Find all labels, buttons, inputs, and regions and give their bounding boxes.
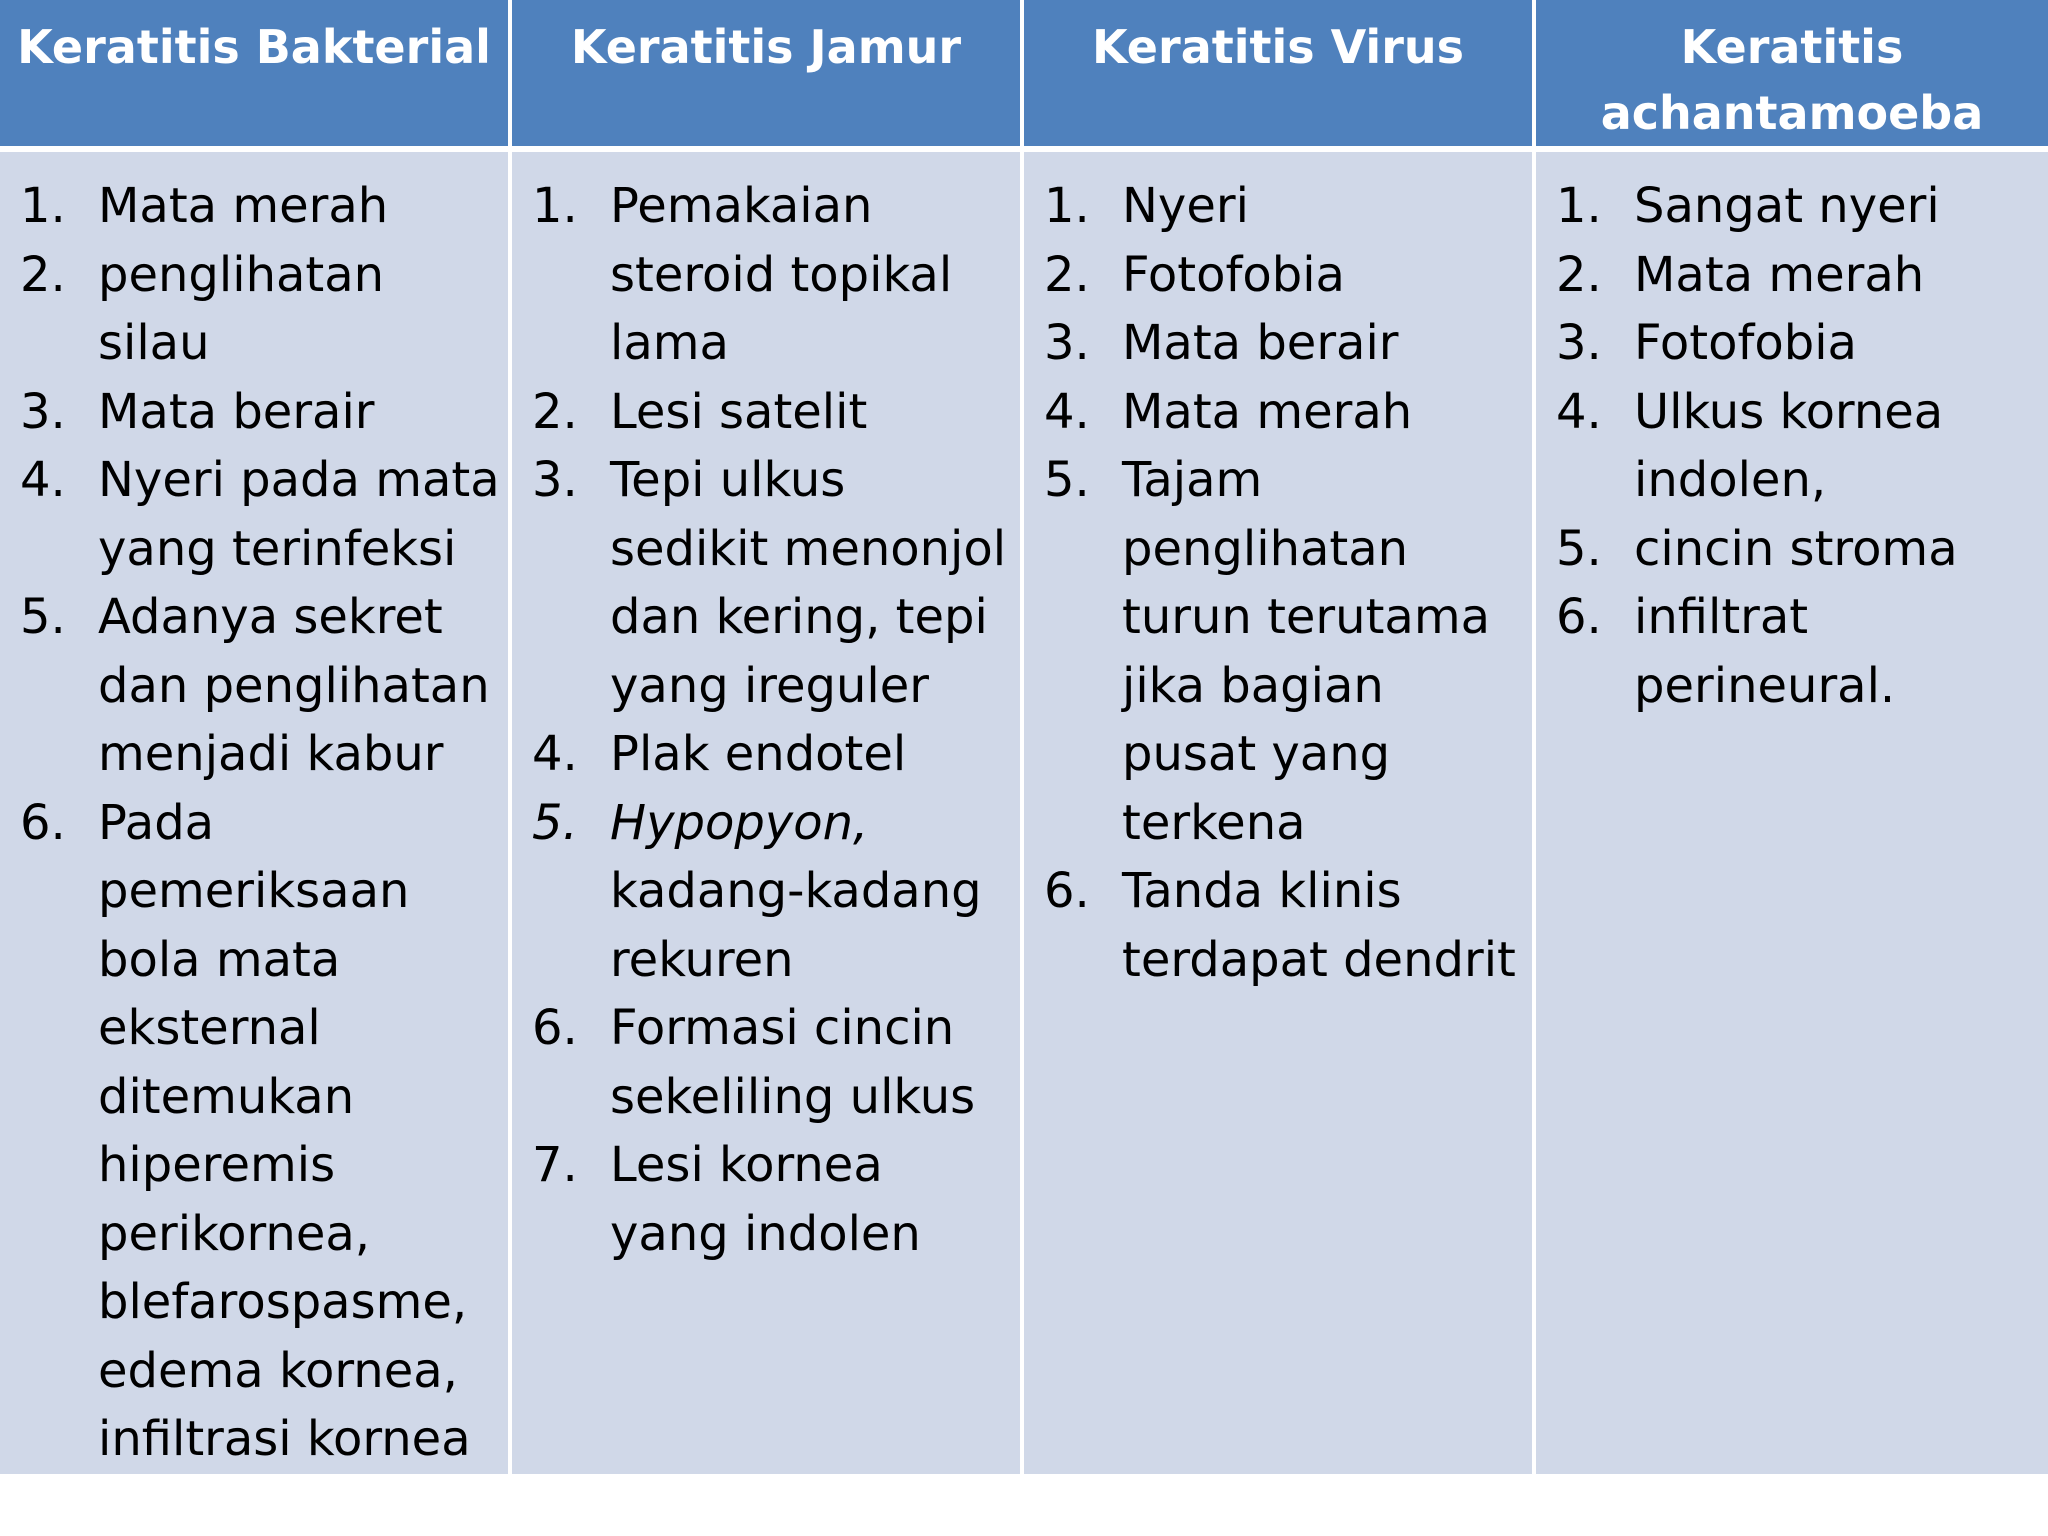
item-number: 5. <box>532 794 578 851</box>
item-number: 6. <box>20 794 66 851</box>
item-number: 3. <box>532 452 578 508</box>
item-text: penglihatan silau <box>98 246 385 371</box>
header-achantamoeba: Keratitis achantamoeba <box>1536 0 2048 152</box>
list-item <box>1044 857 1524 994</box>
item-text: Ulkus kornea indolen, <box>1634 383 1944 508</box>
item-number: 1. <box>532 178 578 234</box>
list-item <box>532 378 1012 447</box>
list-item <box>532 1131 1012 1268</box>
list-item <box>1556 378 2040 515</box>
header-virus: Keratitis Virus <box>1024 0 1536 152</box>
item-text: Mata berair <box>98 383 375 440</box>
item-text: Mata merah <box>1122 383 1413 440</box>
item-number: 1. <box>20 178 66 234</box>
item-text: Tajam penglihatan turun terutama jika bagian pusat yang terkena <box>1122 452 1490 851</box>
item-number: 1. <box>1556 178 1602 234</box>
item-number: 5. <box>1556 520 1602 577</box>
item-text: Plak endotel <box>610 726 907 782</box>
item-text-italic: Hypopyon, <box>610 794 869 851</box>
header-jamur: Keratitis Jamur <box>512 0 1024 152</box>
list-item <box>1556 583 2040 720</box>
header-bakterial: Keratitis Bakterial <box>0 0 512 152</box>
item-text: cincin stroma <box>1634 520 1958 577</box>
list-item <box>532 172 1012 378</box>
item-number: 6. <box>532 1000 578 1056</box>
item-text: Mata merah <box>1634 246 1925 303</box>
item-text: kadang-kadang rekuren <box>610 863 982 988</box>
item-number: 3. <box>20 383 66 440</box>
item-text: Tanda klinis terdapat dendrit <box>1122 863 1516 988</box>
list-item <box>20 789 500 1474</box>
list-item <box>1044 309 1524 378</box>
list-item <box>1556 241 2040 310</box>
item-text: Pemakaian steroid topikal lama <box>610 178 953 371</box>
cell-jamur <box>512 152 1024 1474</box>
item-text: Mata berair <box>1122 315 1399 371</box>
item-text: Nyeri <box>1122 178 1249 234</box>
item-number: 4. <box>20 452 66 508</box>
item-number: 7. <box>532 1137 578 1193</box>
list-item <box>1556 172 2040 241</box>
list-item <box>532 789 1012 995</box>
list-item <box>20 172 500 241</box>
item-text: Sangat nyeri <box>1634 178 1940 234</box>
list-item <box>20 583 500 789</box>
item-text: Tepi ulkus sedikit menonjol dan kering, tepi yang ireguler <box>610 452 1007 714</box>
item-text: Adanya sekret dan penglihatan menjadi kabur <box>98 589 490 782</box>
list-item <box>1044 241 1524 310</box>
list-item <box>20 446 500 583</box>
list-item <box>1044 172 1524 241</box>
item-number: 6. <box>1556 589 1602 645</box>
list-item <box>1556 309 2040 378</box>
list-item <box>20 378 500 447</box>
item-number: 2. <box>20 246 66 303</box>
cell-virus <box>1024 152 1536 1474</box>
item-number: 6. <box>1044 863 1090 919</box>
item-text: Fotofobia <box>1634 315 1857 371</box>
item-number: 2. <box>532 383 578 440</box>
item-text: Lesi kornea yang indolen <box>610 1137 921 1262</box>
item-text: Fotofobia <box>1122 246 1345 303</box>
cell-bakterial <box>0 152 512 1474</box>
header-row <box>0 0 2048 152</box>
item-number: 3. <box>1044 315 1090 371</box>
item-number: 3. <box>1556 315 1602 371</box>
item-text: Nyeri pada mata yang terinfeksi <box>98 452 500 577</box>
item-number: 4. <box>1044 383 1090 440</box>
list-virus <box>1044 172 1524 994</box>
item-number: 1. <box>1044 178 1090 234</box>
list-achantamoeba <box>1556 172 2040 720</box>
item-text: Lesi satelit <box>610 383 868 440</box>
cell-achantamoeba <box>1536 152 2048 1474</box>
item-text: Mata merah <box>98 178 389 234</box>
body-row <box>0 152 2048 1474</box>
item-text: Pada pemeriksaan bola mata eksternal ditemukan hiperemis perikornea, blefarospasme, edema kornea, infiltrasi kornea <box>98 794 471 1467</box>
item-number: 2. <box>1556 246 1602 303</box>
list-item <box>1044 446 1524 857</box>
item-number: 5. <box>20 589 66 645</box>
list-item <box>532 994 1012 1131</box>
list-item <box>532 446 1012 720</box>
list-item <box>532 720 1012 789</box>
list-item <box>20 241 500 378</box>
list-jamur <box>532 172 1012 1268</box>
item-number: 4. <box>1556 383 1602 440</box>
list-item <box>1556 515 2040 584</box>
list-item <box>1044 378 1524 447</box>
item-text: Formasi cincin sekeliling ulkus <box>610 1000 976 1125</box>
item-number: 4. <box>532 726 578 782</box>
item-text: infiltrat perineural. <box>1634 589 1896 714</box>
item-number: 2. <box>1044 246 1090 303</box>
item-number: 5. <box>1044 452 1090 508</box>
list-bakterial <box>20 172 500 1474</box>
